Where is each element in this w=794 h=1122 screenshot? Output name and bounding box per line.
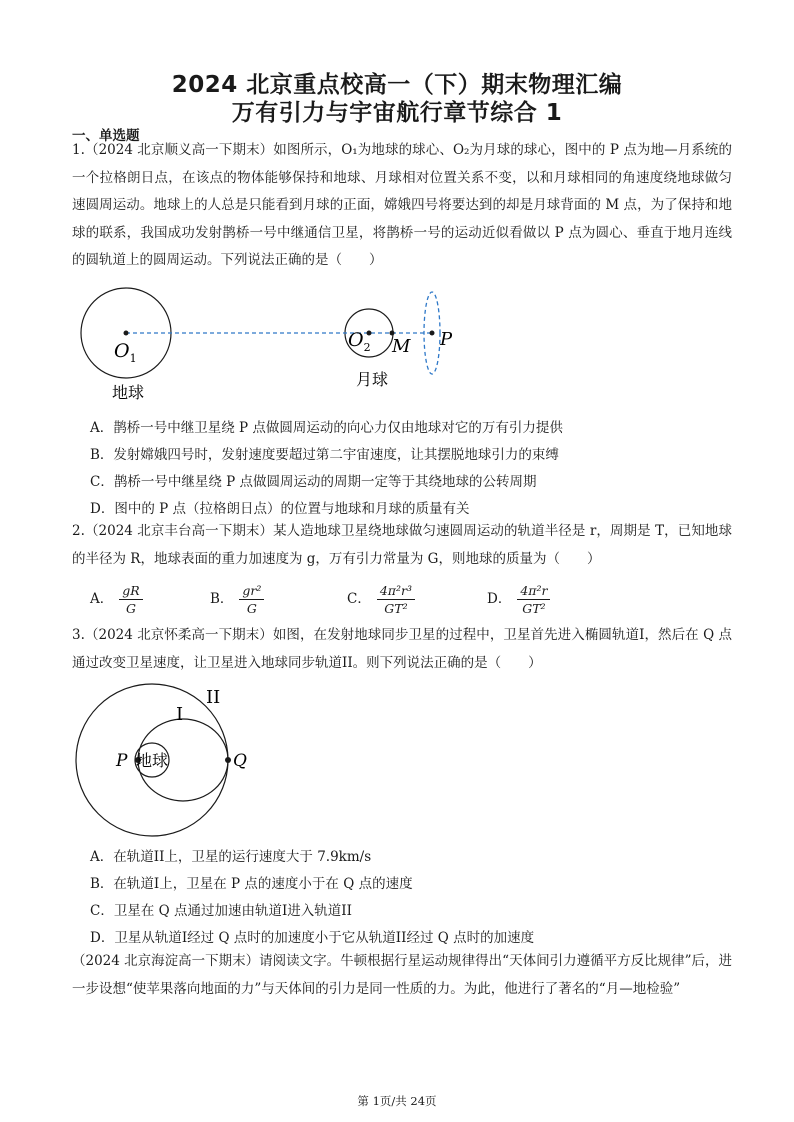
option-label: A． [90, 591, 114, 607]
question-2-option-b [210, 583, 264, 616]
option-label: B． [210, 591, 234, 607]
label-orbit-i: I [176, 704, 184, 725]
page-title: 2024 北京重点校高一（下）期末物理汇编 [171, 72, 623, 98]
denominator: G [246, 601, 257, 616]
denominator: GT² [522, 601, 546, 616]
earth-center-dot [124, 331, 129, 336]
question-1-option-b: B．发射嫦娥四号时，发射速度要超过第二宇宙速度，让其摆脱地球引力的束缚 [90, 447, 559, 463]
point-p-dot [430, 331, 435, 336]
numerator: 4π²r [517, 583, 550, 600]
fraction [239, 583, 264, 616]
orbit-diagram [70, 682, 310, 842]
question-2-option-c [347, 583, 415, 616]
label-p: P [440, 329, 453, 350]
question-1-option-d: D．图中的 P 点（拉格朗日点）的位置与地球和月球的质量有关 [90, 501, 470, 517]
question-1-option-c: C．鹊桥一号中继星绕 P 点做圆周运动的周期一定等于其绕地球的公转周期 [90, 474, 537, 490]
numerator: gR [119, 583, 142, 600]
option-label: D． [487, 591, 512, 607]
question-2-option-d [487, 583, 550, 616]
moon-center-dot [367, 331, 372, 336]
question-1-stem: 1.（2024 北京顺义高一下期末）如图所示，O₁为地球的球心、O₂为月球的球心，图中的 P 点为地—月系统的一个拉格朗日点，在该点的物体能够保持和地球、月球相对位置关系不变，以和月球相同的角速度绕地球做匀速圆周运动。地球上的人总是只能看到月球的正面，嫦娥四号将要达到的却是月球背面的 M 点，为了保持和地球的联系，我国成功发射鹊桥一号中继通信卫星，将鹊桥一号的运动近似看做以 P 点为圆心、垂直于地月连线的圆轨道上的圆周运动。下列说法正确的是（ ） [72, 142, 732, 268]
fraction [517, 583, 550, 616]
section-heading: 一、单选题 [72, 128, 140, 144]
page-footer: 第 1页/共 24页 [357, 1094, 437, 1108]
label-p: P [116, 751, 128, 771]
earth-moon-diagram [70, 285, 470, 410]
page-subtitle: 万有引力与宇宙航行章节综合 1 [231, 100, 563, 126]
numerator: 4π²r³ [377, 583, 415, 600]
point-q-dot [225, 757, 231, 763]
label-o2: $O_2$ [348, 329, 371, 354]
question-1-option-a: A．鹊桥一号中继卫星绕 P 点做圆周运动的向心力仅由地球对它的万有引力提供 [90, 420, 563, 436]
question-4-intro: （2024 北京海淀高一下期末）请阅读文字。牛顿根据行星运动规律得出“天体间引力遵循平方反比规律”后，进一步设想“使苹果落向地面的力”与天体间的引力是同一性质的力。为此，他进行了著名的“月—地检验” [72, 953, 732, 997]
label-moon: 月球 [356, 370, 389, 389]
label-m: M [392, 336, 411, 357]
fraction [377, 583, 415, 616]
question-2-stem: 2.（2024 北京丰台高一下期末）某人造地球卫星绕地球做匀速圆周运动的轨道半径是 r，周期是 T，已知地球的半径为 R，地球表面的重力加速度为 g，万有引力常量为 G，则地球的质量为（ ） [72, 523, 732, 567]
label-q: Q [233, 751, 247, 771]
question-3-option-b: B．在轨道I上，卫星在 P 点的速度小于在 Q 点的速度 [90, 876, 413, 892]
question-2-option-a [90, 583, 143, 616]
question-3-option-a: A．在轨道II上，卫星的运行速度大于 7.9km/s [90, 849, 372, 865]
question-3-stem: 3.（2024 北京怀柔高一下期末）如图，在发射地球同步卫星的过程中，卫星首先进入椭圆轨道I，然后在 Q 点通过改变卫星速度，让卫星进入地球同步轨道II。则下列说法正确的是（ ） [72, 627, 732, 671]
fraction [119, 583, 142, 616]
question-3-option-d: D．卫星从轨道I经过 Q 点时的加速度小于它从轨道II经过 Q 点时的加速度 [90, 930, 535, 946]
label-o1: $O_1$ [114, 340, 137, 365]
numerator: gr² [239, 583, 264, 600]
point-m-dot [390, 331, 395, 336]
option-label: C． [347, 591, 371, 607]
question-3-option-c: C．卫星在 Q 点通过加速由轨道I进入轨道II [90, 903, 352, 919]
label-orbit-ii: II [206, 687, 221, 708]
denominator: GT² [384, 601, 408, 616]
label-earth: 地球 [136, 751, 169, 770]
denominator: G [125, 601, 136, 616]
label-earth: 地球 [112, 383, 145, 402]
